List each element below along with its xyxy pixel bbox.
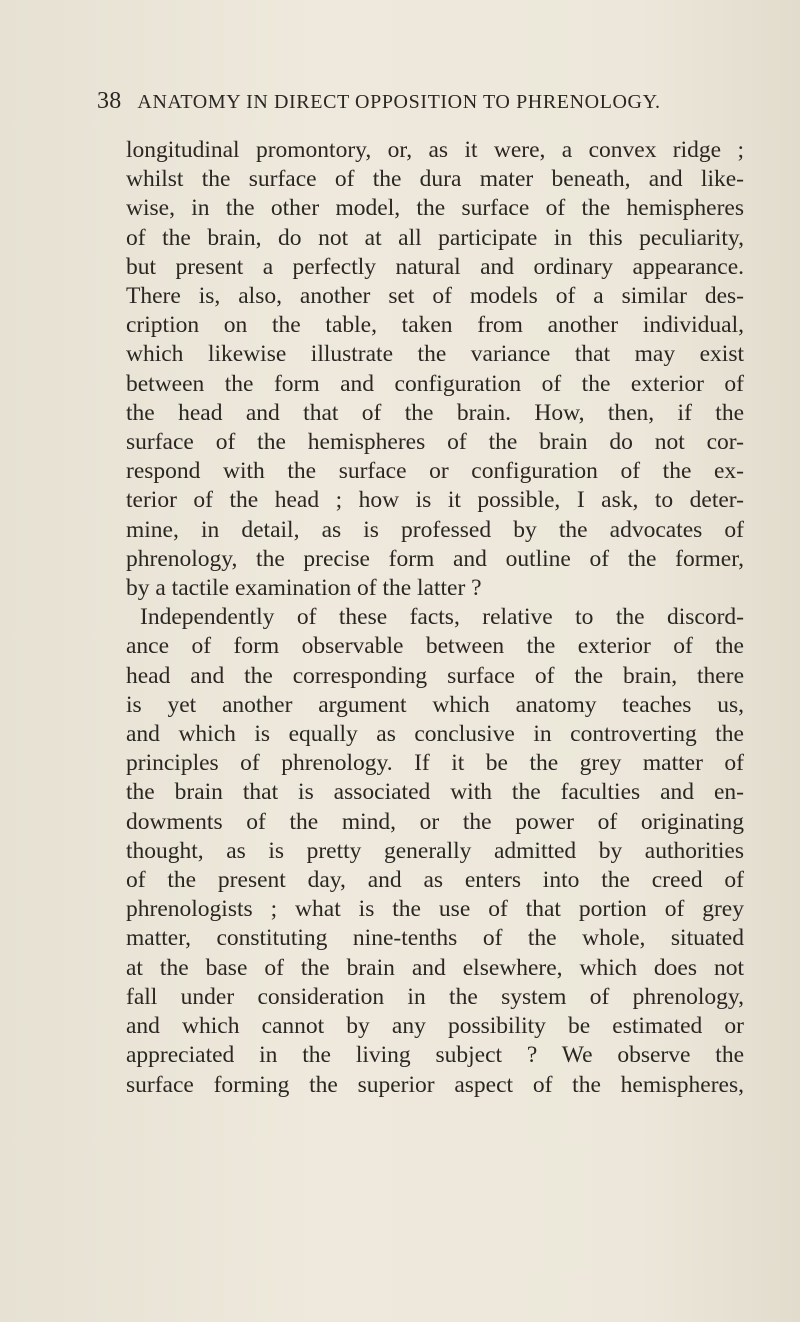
text-line: and which is equally as conclusive in controverting the bbox=[126, 721, 744, 748]
text-line: head and the corresponding surface of the brain, there bbox=[126, 662, 744, 689]
text-line: thought, as is pretty generally admitted by authorities bbox=[126, 837, 744, 864]
text-line: Independently of these facts, relative to the discord- bbox=[140, 604, 744, 631]
text-line: respond with the surface or configuration of the ex- bbox=[126, 458, 744, 485]
text-line: of the brain, do not at all participate in this peculiarity, bbox=[126, 224, 744, 251]
text-line: principles of phrenology. If it be the grey matter of bbox=[126, 750, 744, 777]
text-line: ance of form observable between the exterior of the bbox=[126, 633, 744, 660]
text-line: fall under consideration in the system of phrenology, bbox=[126, 983, 744, 1010]
text-line: terior of the head ; how is it possible, I ask, to deter- bbox=[126, 487, 744, 514]
text-line: appreciated in the living subject ? We observe the bbox=[126, 1042, 744, 1069]
text-line: mine, in detail, as is professed by the advocates of bbox=[126, 516, 744, 543]
running-head bbox=[97, 88, 737, 115]
page-number: 38 bbox=[97, 88, 122, 114]
body-text bbox=[126, 136, 786, 1100]
text-line: at the base of the brain and elsewhere, which does not bbox=[126, 954, 744, 981]
text-line: between the form and configuration of the exterior of bbox=[126, 370, 744, 397]
text-line: which likewise illustrate the variance that may exist bbox=[126, 341, 744, 368]
text-line: is yet another argument which anatomy teaches us, bbox=[126, 691, 744, 718]
text-line: matter, constituting nine-tenths of the whole, situated bbox=[126, 925, 744, 952]
text-line: and which cannot by any possibility be estimated or bbox=[126, 1013, 744, 1040]
text-line: but present a perfectly natural and ordinary appearance. bbox=[126, 253, 744, 280]
text-line: whilst the surface of the dura mater beneath, and like- bbox=[126, 166, 744, 193]
text-line: phrenology, the precise form and outline of the former, bbox=[126, 545, 744, 572]
text-line: There is, also, another set of models of a similar des- bbox=[126, 283, 744, 310]
text-line: the head and that of the brain. How, then, if the bbox=[126, 399, 744, 426]
text-line: surface of the hemispheres of the brain do not cor- bbox=[126, 429, 744, 456]
running-title: ANATOMY IN DIRECT OPPOSITION TO PHRENOLOGY. bbox=[137, 91, 661, 113]
text-line: of the present day, and as enters into the creed of bbox=[126, 867, 744, 894]
text-line: wise, in the other model, the surface of the hemispheres bbox=[126, 195, 744, 222]
text-line: cription on the table, taken from another individual, bbox=[126, 312, 744, 339]
text-line: longitudinal promontory, or, as it were, a convex ridge ; bbox=[126, 137, 744, 163]
paragraph bbox=[126, 136, 786, 603]
text-line: the brain that is associated with the faculties and en- bbox=[126, 779, 744, 806]
paragraph bbox=[126, 603, 786, 1099]
text-line: by a tactile examination of the latter ? bbox=[126, 575, 482, 602]
text-line: phrenologists ; what is the use of that portion of grey bbox=[126, 896, 744, 923]
text-line: surface forming the superior aspect of the hemispheres, bbox=[126, 1071, 744, 1098]
text-line: dowments of the mind, or the power of originating bbox=[126, 808, 744, 835]
